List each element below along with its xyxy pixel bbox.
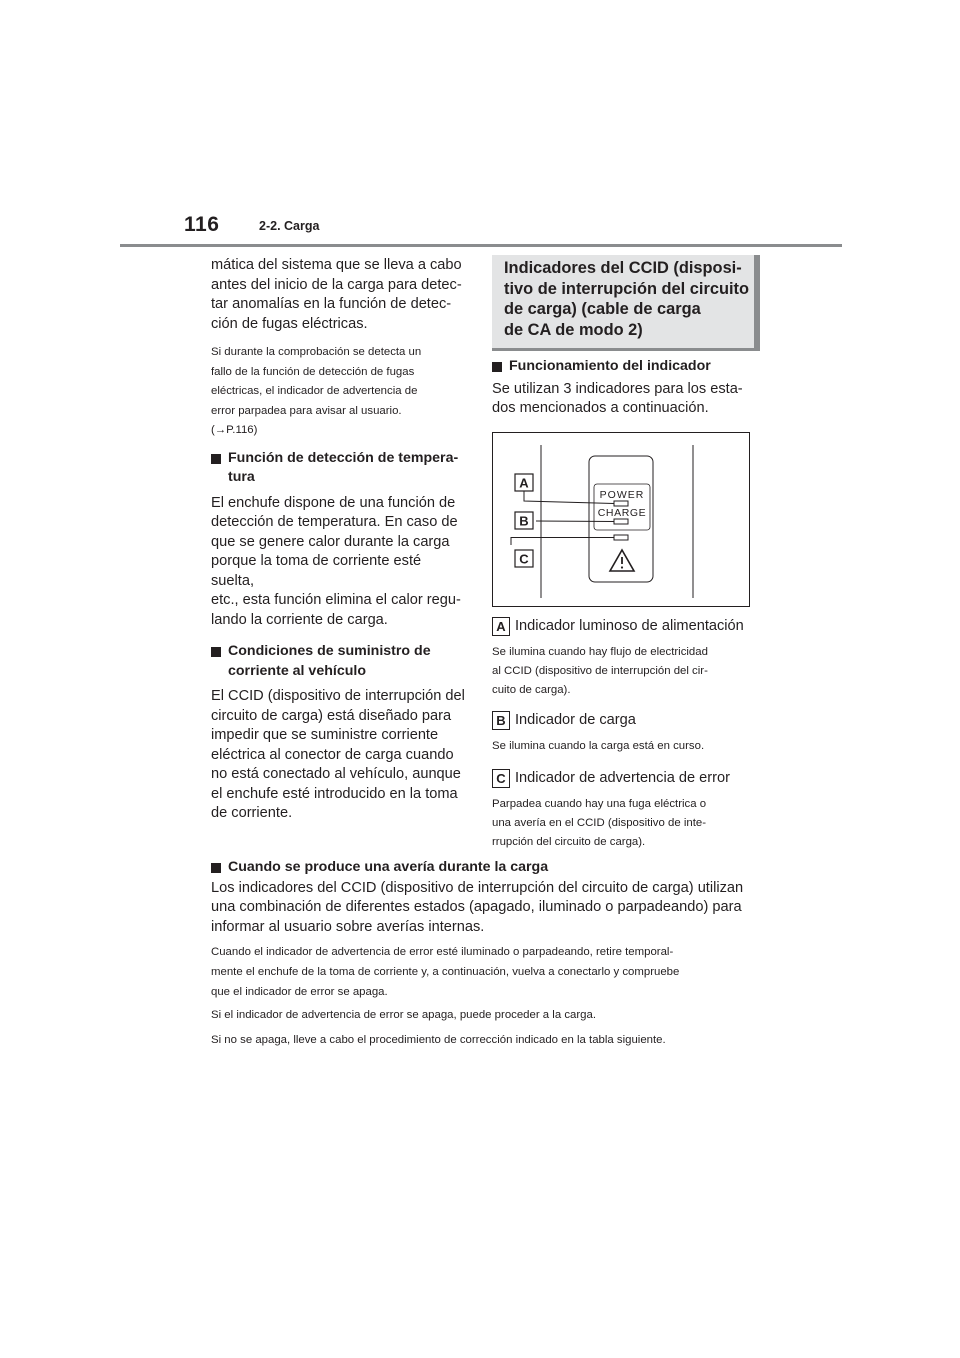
legend-title-row <box>492 710 750 731</box>
note-paragraph <box>211 343 467 441</box>
section-title: 2-2. Carga <box>259 219 320 233</box>
operation-paragraph <box>492 380 750 419</box>
text-line: no está conectado al vehículo, aunque <box>211 766 461 783</box>
text-line: Cuando el indicador de advertencia de error esté iluminado o parpadeando, retire temporal- <box>211 946 674 958</box>
text-line: error parpadea para avisar al usuario. <box>211 404 402 417</box>
intro-paragraph <box>211 256 467 334</box>
legend-item-b <box>492 710 750 756</box>
tag-c: C <box>492 769 510 788</box>
callout-b: B <box>519 513 529 529</box>
supply-heading <box>211 642 467 681</box>
text-line: de corriente. <box>211 805 293 822</box>
text-line: eléctricas, el indicador de advertencia de <box>211 385 418 398</box>
tag-b: B <box>492 711 510 730</box>
power-label: POWER <box>599 489 645 501</box>
fault-note-1 <box>211 942 751 1002</box>
heading-line: corriente al vehículo <box>228 662 366 679</box>
title-line: tivo de interrupción del circuito <box>504 279 749 298</box>
operation-section <box>492 357 750 428</box>
operation-heading: Funcionamiento del indicador <box>492 357 750 377</box>
fault-section <box>211 858 751 1058</box>
charge-lamp <box>614 519 628 524</box>
text-line: antes del inicio de la carga para detec- <box>211 276 462 293</box>
text-line: ción de fugas eléctricas. <box>211 315 368 332</box>
indicator-legend <box>492 616 750 860</box>
text-line: lando la corriente de carga. <box>211 611 388 628</box>
heading-line: tura <box>228 469 255 486</box>
fault-note-2: Si el indicador de advertencia de error se apaga, puede proceder a la carga. <box>211 1009 596 1021</box>
legend-description <box>492 643 750 700</box>
supply-paragraph <box>211 687 467 824</box>
text-line: que el indicador de error se apaga. <box>211 986 388 998</box>
legend-item-c <box>492 768 750 852</box>
text-line: mática del sistema que se lleva a cabo <box>211 257 462 273</box>
text-line: Si durante la comprobación se detecta un <box>211 346 422 358</box>
section-title-box <box>492 255 760 351</box>
legend-description <box>492 795 750 852</box>
title-line: de carga) (cable de carga <box>504 300 701 319</box>
fault-heading: Cuando se produce una avería durante la carga <box>211 858 751 878</box>
warning-dot <box>621 566 623 568</box>
text-line: Los indicadores del CCID (dispositivo de interrupción del circuito de carga) utilizan <box>211 879 744 896</box>
text-line: fallo de la función de detección de fugas <box>211 365 415 378</box>
text-line: circuito de carga) está diseñado para <box>211 707 452 724</box>
legend-title-row <box>492 768 750 789</box>
text-line: una avería en el CCID (dispositivo de inte- <box>492 817 706 829</box>
text-line: Se ilumina cuando la carga está en curso. <box>492 740 705 752</box>
legend-title: Indicador luminoso de alimentación <box>515 618 744 634</box>
text-line: El CCID (dispositivo de interrupción del <box>211 688 465 705</box>
text-line: Se ilumina cuando hay flujo de electricidad <box>492 646 708 658</box>
text-line: el enchufe esté introducido en la toma <box>211 785 458 802</box>
charge-label: CHARGE <box>597 507 647 519</box>
text-line: etc., esta función elimina el calor regu- <box>211 592 461 609</box>
text-line: Parpadea cuando hay una fuga eléctrica o <box>492 798 707 810</box>
left-column <box>211 256 467 833</box>
fault-note-3: Si no se apaga, lleve a cabo el procedimiento de corrección indicado en la tabla siguiente. <box>211 1033 666 1046</box>
text-line: rrupción del circuito de carga). <box>492 836 646 848</box>
leader-line-b <box>536 521 614 522</box>
text-line: porque la toma de corriente esté suelta, <box>211 553 422 589</box>
power-lamp <box>614 501 628 506</box>
temperature-paragraph <box>211 494 467 631</box>
legend-title-row <box>492 616 750 637</box>
text-line: Se utilizan 3 indicadores para los esta- <box>492 380 743 397</box>
legend-description <box>492 737 750 756</box>
text-line: El enchufe dispone de una función de <box>211 494 456 511</box>
legend-item-a <box>492 616 750 700</box>
page-reference-link[interactable]: (→P.116) <box>211 424 258 437</box>
title-line: Indicadores del CCID (disposi- <box>504 259 742 277</box>
temperature-heading <box>211 449 467 488</box>
text-line: tar anomalías en la función de detec- <box>211 296 452 312</box>
text-line: al CCID (dispositivo de interrupción del cir- <box>492 665 708 677</box>
text-line: eléctrica al conector de carga cuando <box>211 746 454 763</box>
text-line: detección de temperatura. En caso de <box>211 514 458 531</box>
text-line: dos mencionados a continuación. <box>492 400 709 416</box>
heading-line: Condiciones de suministro de <box>228 643 431 660</box>
text-line: una combinación de diferentes estados (apagado, iluminado o parpadeando) para <box>211 899 742 915</box>
callout-a: A <box>519 475 529 491</box>
heading-line: Función de detección de tempera- <box>228 449 459 466</box>
error-lamp <box>614 535 628 540</box>
text-line: cuito de carga). <box>492 684 571 696</box>
fault-paragraph <box>211 879 751 938</box>
text-line: informar al usuario sobre averías internas. <box>211 918 485 935</box>
tag-a: A <box>492 617 510 636</box>
leader-line-c <box>511 538 614 546</box>
page-number: 116 <box>184 213 220 236</box>
legend-title: Indicador de advertencia de error <box>515 770 730 786</box>
callout-c: C <box>519 551 529 567</box>
ccid-diagram-svg <box>493 433 749 606</box>
title-line: de CA de modo 2) <box>504 320 643 339</box>
text-line: impedir que se suministre corriente <box>211 727 439 744</box>
ccid-indicator-diagram <box>492 432 750 607</box>
header-rule <box>120 244 842 247</box>
legend-title: Indicador de carga <box>515 712 636 728</box>
text-line: mente el enchufe de la toma de corriente y, a continuación, vuelva a conectarlo y compruebe <box>211 966 680 978</box>
text-line: que se genere calor durante la carga <box>211 533 450 550</box>
